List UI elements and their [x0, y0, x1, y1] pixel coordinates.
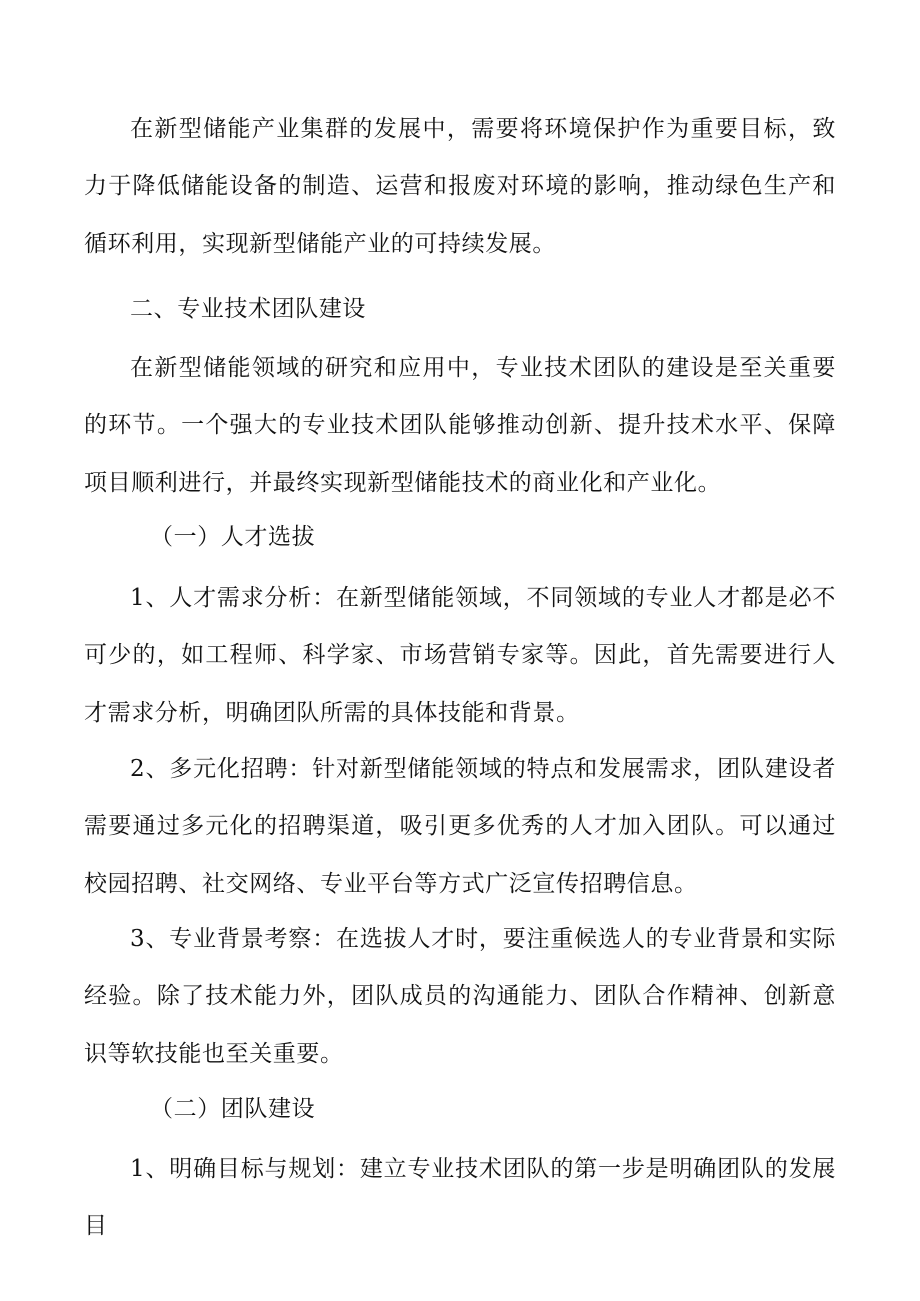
section-heading-team-building: 二、专业技术团队建设: [130, 296, 366, 322]
list-item-background-review: 3、专业背景考察：在选拔人才时，要注重候选人的专业背景和实际经验。除了技术能力外，团队成员的沟通能力、团队合作精神、创新意识等软技能也至关重要。: [84, 926, 836, 1067]
list-item-talent-needs: 1、人才需求分析：在新型储能领域，不同领域的专业人才都是必不可少的，如工程师、科学家、市场营销专家等。因此，首先需要进行人才需求分析，明确团队所需的具体技能和背景。: [84, 585, 836, 726]
subheading-talent-selection: （一）人才选拔: [150, 524, 316, 550]
subheading-team-construction: （二）团队建设: [150, 1096, 316, 1122]
list-item-diversified-recruitment: 2、多元化招聘：针对新型储能领域的特点和发展需求，团队建设者需要通过多元化的招聘渠道，吸引更多优秀的人才加入团队。可以通过校园招聘、社交网络、专业平台等方式广泛宣传招聘信息。: [84, 756, 836, 897]
list-item-goals-planning: 1、明确目标与规划：建立专业技术团队的第一步是明确团队的发展目: [84, 1156, 836, 1240]
paragraph-environmental-protection: 在新型储能产业集群的发展中，需要将环境保护作为重要目标，致力于降低储能设备的制造、运营和报废对环境的影响，推动绿色生产和循环利用，实现新型储能产业的可持续发展。: [84, 116, 836, 257]
paragraph-team-importance: 在新型储能领域的研究和应用中，专业技术团队的建设是至关重要的环节。一个强大的专业技术团队能够推动创新、提升技术水平、保障项目顺利进行，并最终实现新型储能技术的商业化和产业化。: [84, 355, 836, 496]
